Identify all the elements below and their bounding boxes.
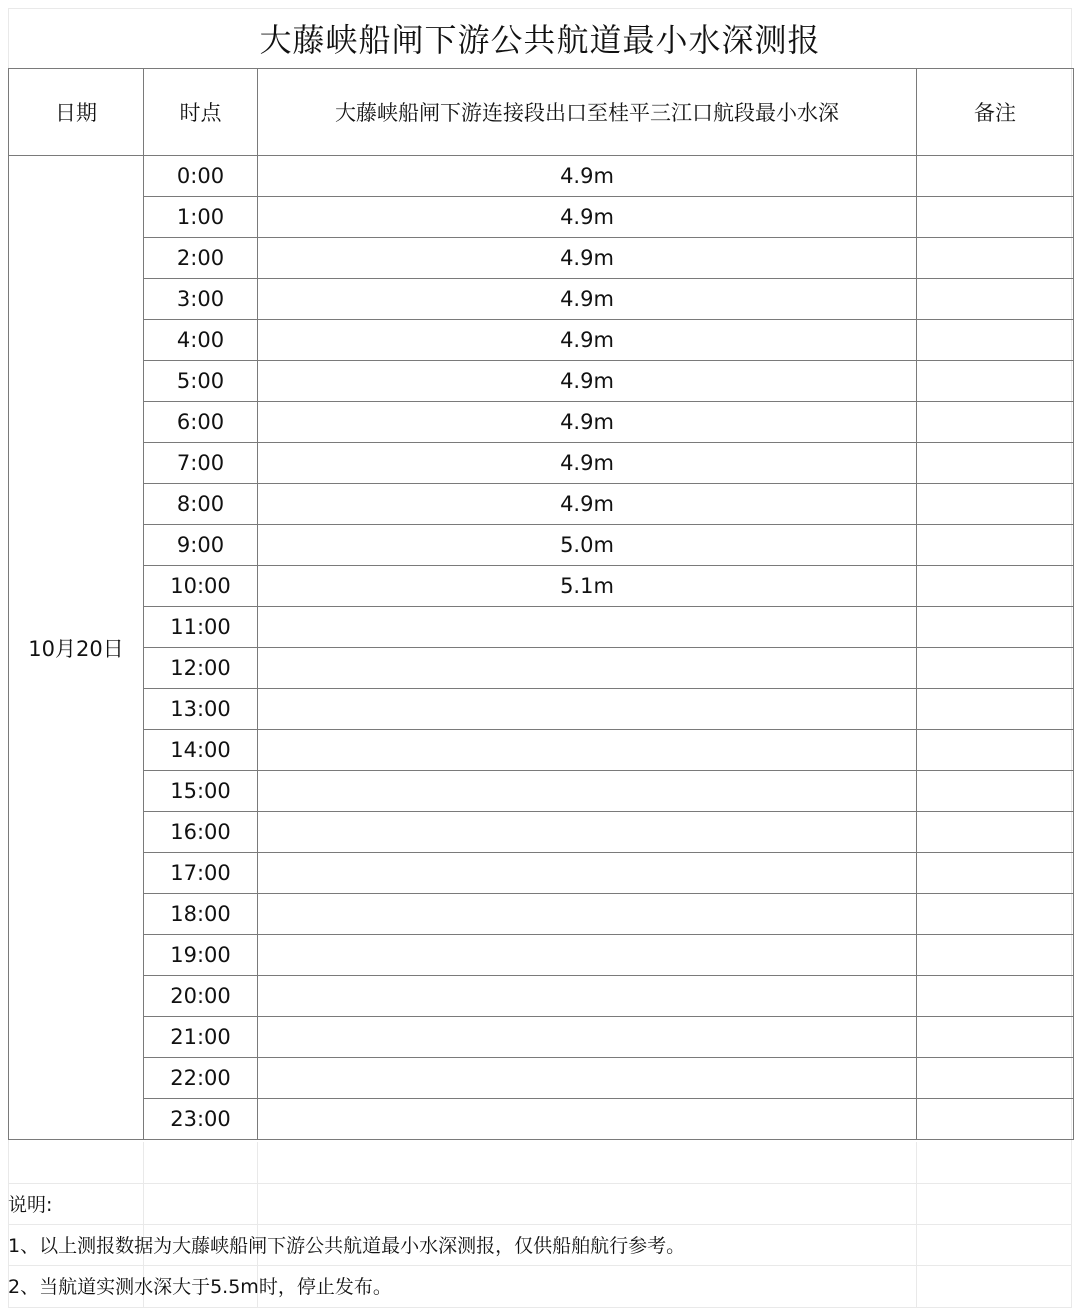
depth-cell[interactable] — [258, 853, 917, 894]
table-row — [9, 156, 1074, 197]
remark-cell[interactable] — [917, 279, 1074, 320]
table-row — [9, 771, 1074, 812]
depth-report-table — [8, 68, 1074, 1140]
depth-cell[interactable]: 4.9m — [258, 279, 917, 320]
table-row — [9, 853, 1074, 894]
header-row — [9, 69, 1074, 156]
remark-cell[interactable] — [917, 1099, 1074, 1140]
remark-cell[interactable] — [917, 607, 1074, 648]
table-row — [9, 935, 1074, 976]
table-row — [9, 361, 1074, 402]
table-body — [9, 156, 1074, 1140]
table-row — [9, 976, 1074, 1017]
depth-cell[interactable] — [258, 1058, 917, 1099]
depth-cell[interactable]: 4.9m — [258, 156, 917, 197]
date-cell[interactable]: 10月20日 — [9, 156, 144, 1140]
table-row — [9, 320, 1074, 361]
table-row — [9, 730, 1074, 771]
table-row — [9, 566, 1074, 607]
remark-cell[interactable] — [917, 1017, 1074, 1058]
time-cell[interactable]: 18:00 — [144, 894, 258, 935]
table-row — [9, 894, 1074, 935]
time-cell[interactable]: 2:00 — [144, 238, 258, 279]
depth-cell[interactable] — [258, 730, 917, 771]
time-cell[interactable]: 21:00 — [144, 1017, 258, 1058]
depth-cell[interactable]: 4.9m — [258, 320, 917, 361]
remark-cell[interactable] — [917, 812, 1074, 853]
remark-cell[interactable] — [917, 771, 1074, 812]
time-cell[interactable]: 22:00 — [144, 1058, 258, 1099]
time-cell[interactable]: 19:00 — [144, 935, 258, 976]
depth-cell[interactable] — [258, 894, 917, 935]
time-cell[interactable]: 15:00 — [144, 771, 258, 812]
depth-cell[interactable] — [258, 935, 917, 976]
time-cell[interactable]: 16:00 — [144, 812, 258, 853]
time-cell[interactable]: 10:00 — [144, 566, 258, 607]
remark-cell[interactable] — [917, 320, 1074, 361]
note-item[interactable]: 2、当航道实测水深大于5.5m时，停止发布。 — [8, 1275, 392, 1298]
depth-cell[interactable] — [258, 812, 917, 853]
table-row — [9, 1099, 1074, 1140]
time-cell[interactable]: 0:00 — [144, 156, 258, 197]
time-cell[interactable]: 23:00 — [144, 1099, 258, 1140]
header-min-depth[interactable]: 大藤峡船闸下游连接段出口至桂平三江口航段最小水深 — [258, 69, 917, 156]
remark-cell[interactable] — [917, 484, 1074, 525]
remark-cell[interactable] — [917, 648, 1074, 689]
depth-cell[interactable] — [258, 1017, 917, 1058]
time-cell[interactable]: 6:00 — [144, 402, 258, 443]
table-row — [9, 1017, 1074, 1058]
depth-cell[interactable]: 4.9m — [258, 443, 917, 484]
table-row — [9, 1058, 1074, 1099]
depth-cell[interactable]: 4.9m — [258, 484, 917, 525]
table-row — [9, 484, 1074, 525]
note-item[interactable]: 1、以上测报数据为大藤峡船闸下游公共航道最小水深测报，仅供船舶航行参考。 — [8, 1234, 686, 1257]
depth-cell[interactable] — [258, 648, 917, 689]
report-title[interactable]: 大藤峡船闸下游公共航道最小水深测报 — [259, 21, 821, 59]
remark-cell[interactable] — [917, 197, 1074, 238]
time-cell[interactable]: 11:00 — [144, 607, 258, 648]
time-cell[interactable]: 14:00 — [144, 730, 258, 771]
table-row — [9, 197, 1074, 238]
depth-cell[interactable] — [258, 689, 917, 730]
remark-cell[interactable] — [917, 238, 1074, 279]
time-cell[interactable]: 12:00 — [144, 648, 258, 689]
header-date[interactable]: 日期 — [9, 69, 144, 156]
remark-cell[interactable] — [917, 156, 1074, 197]
time-cell[interactable]: 4:00 — [144, 320, 258, 361]
remark-cell[interactable] — [917, 402, 1074, 443]
remark-cell[interactable] — [917, 1058, 1074, 1099]
grid-line — [8, 1307, 1072, 1308]
remark-cell[interactable] — [917, 689, 1074, 730]
remark-cell[interactable] — [917, 443, 1074, 484]
time-cell[interactable]: 8:00 — [144, 484, 258, 525]
notes-heading[interactable]: 说明: — [8, 1193, 53, 1216]
table-row — [9, 402, 1074, 443]
remark-cell[interactable] — [917, 976, 1074, 1017]
time-cell[interactable]: 20:00 — [144, 976, 258, 1017]
table-row — [9, 812, 1074, 853]
remark-cell[interactable] — [917, 935, 1074, 976]
remark-cell[interactable] — [917, 730, 1074, 771]
time-cell[interactable]: 5:00 — [144, 361, 258, 402]
remark-cell[interactable] — [917, 566, 1074, 607]
grid-line — [916, 1142, 917, 1308]
depth-cell[interactable]: 5.0m — [258, 525, 917, 566]
header-time[interactable]: 时点 — [144, 69, 258, 156]
table-row — [9, 648, 1074, 689]
remark-cell[interactable] — [917, 894, 1074, 935]
table-row — [9, 607, 1074, 648]
depth-cell[interactable]: 4.9m — [258, 361, 917, 402]
time-cell[interactable]: 1:00 — [144, 197, 258, 238]
time-cell[interactable]: 13:00 — [144, 689, 258, 730]
header-remarks[interactable]: 备注 — [917, 69, 1074, 156]
depth-cell[interactable] — [258, 1099, 917, 1140]
depth-cell[interactable]: 4.9m — [258, 238, 917, 279]
table-row — [9, 525, 1074, 566]
time-cell[interactable]: 17:00 — [144, 853, 258, 894]
time-cell[interactable]: 3:00 — [144, 279, 258, 320]
table-row — [9, 689, 1074, 730]
depth-cell[interactable]: 5.1m — [258, 566, 917, 607]
depth-cell[interactable] — [258, 607, 917, 648]
remark-cell[interactable] — [917, 361, 1074, 402]
table-row — [9, 238, 1074, 279]
grid-line — [8, 1183, 1072, 1184]
depth-cell[interactable]: 4.9m — [258, 402, 917, 443]
remark-cell[interactable] — [917, 853, 1074, 894]
time-cell[interactable]: 7:00 — [144, 443, 258, 484]
depth-cell[interactable] — [258, 771, 917, 812]
depth-cell[interactable]: 4.9m — [258, 197, 917, 238]
depth-cell[interactable] — [258, 976, 917, 1017]
table-row — [9, 443, 1074, 484]
remark-cell[interactable] — [917, 525, 1074, 566]
table-row — [9, 279, 1074, 320]
time-cell[interactable]: 9:00 — [144, 525, 258, 566]
